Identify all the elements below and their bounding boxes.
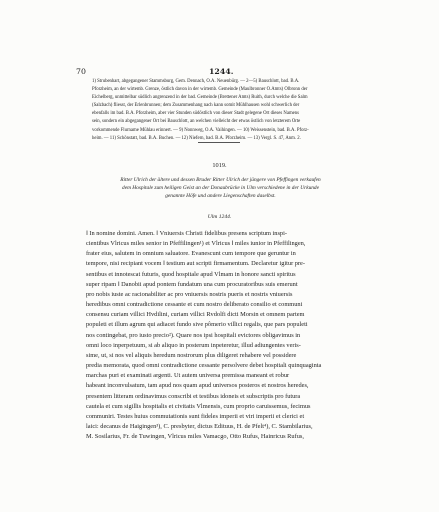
text-line: omni loco inperpetuum, si ab aliquo in posterum inpeteretur, illud adiungentes veris- <box>86 341 301 349</box>
footnote-line: 1) Strubenhart, abgegangener Stammsburg, Gem. Dennach, O.A. Neuenbürg. — 2—5) Bauschlott, bad. B.A. <box>92 79 300 84</box>
footnote-line: ebenfalls im bad. B.A. Pforzheim, aber vier Stunden südöstlich von dieser Stadt gelegene Ort dieses Namens <box>92 111 299 117</box>
text-line: communiri. Testes huius commutationis sunt fideles imperii et viri imperii et clerici et <box>86 412 305 420</box>
text-line: populeti et illum agrum qui adiacet fundo sive pômerio villici regalis, que pars populeti <box>86 321 308 329</box>
text-line: consensu curiam villici Hvdilini, curiam villici Rvdolfi dicti Morsin et omnem partem <box>86 311 305 319</box>
text-line: heredibus omni contradictione cessante et cum nostro deliberato consilio et communi <box>86 301 303 309</box>
text-line: presentem litteram ordinavimus conscribi et testibus idoneis et subscriptis pro futura <box>86 392 301 400</box>
footnote-line: vorkommende Flurname Mühlau erinnert. — 9) Nonnweg, O.A. Vaihingen. — 10) Weissenstein, bad. B.A. Pforz- <box>92 127 309 133</box>
footnote-line: heim. — 11) Schönstatt, bad. B.A. Buchen. — 12) Niefern, bad. B.A. Pforzheim. — 13) Vergl. S. 47, Anm. 2. <box>92 135 301 141</box>
summary-line: genannte Höfe und andere Liegenschaften daselbst. <box>165 193 276 200</box>
text-line: cautela et cum sigillis hospitalis et civitatis Vlmensis, cum proprio caruissemus, fecimus <box>86 402 311 410</box>
document-summary <box>80 176 361 201</box>
footnote-line: Eichelberg, unmittelbar südlich angrenzend in der bad. Gemeinde (Brettener Amts) Ruith, durch welche die Salm <box>92 95 308 101</box>
text-line: nos contingebat, pro iusto precio²). Quare nos ipsi hospitali evictores obligavimus in <box>86 331 301 339</box>
summary-line: dem Hospitale zum heiligen Geist an der Donaubrücke in Ulm verschiedene in der Urkunde <box>122 185 319 192</box>
text-line: ‖ In nomine domini. Amen. ‖ Vniuersis Christi fidelibus presens scriptum inspi- <box>86 230 287 237</box>
charter-text <box>86 229 362 442</box>
text-line: pro nobis iuste ac racionabiliter ac pro vniuersis nostris pueris et nostris vniuersis <box>86 290 293 298</box>
text-line: super ripam ‖ Danobii apud pontem fundatum una cum procuratoribus suis emerunt <box>86 280 298 288</box>
document-date: Ulm 1244. <box>207 214 232 220</box>
text-line: habeant inconvulsatum, tam apud nos quam apud universos posteros et nostros heredes, <box>86 382 309 390</box>
text-line: M. Sosilarius, Fr. de Tuwingen, Vlricus miles Vamacgo, Otto Rufus, Hainricus Rufus, <box>86 433 304 441</box>
running-head-year: 1244. <box>209 67 234 76</box>
page-header <box>76 67 363 77</box>
text-line: predia memorata, quod omni contradictione cessante persolvere debet hospitali quinquaginta <box>86 362 322 370</box>
footnotes-block <box>92 78 367 143</box>
document-number: 1019. <box>212 162 227 169</box>
text-line: sentibus et innotescat futuris, quod hospitale apud Vlmam in honore sancti spiritus <box>86 270 296 278</box>
footnote-line: sein, sondern ein abgegangener Ort bei Bauschlott, an welchen vielleicht der etwas östlich von letzterem Orte <box>92 119 301 125</box>
footnote-line: Pforzheim, an der wirtemb. Grenze, östlich davon in der wirtemb. Gemeinde (Maulbronner O.Amts) Ölbronn der <box>92 87 308 93</box>
text-line: cientibus Vlricus miles senior in Pfeffilingen¹) et Vlricus ‖ miles iunior in Pfeffilingen, <box>86 240 306 248</box>
section-divider <box>198 142 240 143</box>
text-line: sime, ut, si nos vel aliquis heredum nostrorum plus diligeret rehabere vel possidere <box>86 351 297 359</box>
text-line: laici: decanus de Haigingen³), C. presbyter, dictus Edituus, H. de Pfelt⁴), C. Stambilarius, <box>86 422 313 430</box>
text-line: marchas puri et examinati argenti. Ut autem universa premissa maneant et robur <box>86 372 290 380</box>
text-line: tempore, nisi recipiant vocem ‖ testium aut scripti firmamentum. Declaretur igitur pre- <box>86 260 305 268</box>
page-number: 70 <box>76 67 86 76</box>
text-line: frater eius, salutem in omnium saluatore. Evanescunt cum tempore que geruntur in <box>86 250 296 258</box>
summary-line: Ritter Ulrich der ältere und dessen Bruder Ritter Ulrich der jüngere von Pfeffingen verkaufen <box>120 177 321 183</box>
footnote-line: (Salzbach) fliesst, der Erlenbrunnen; dem Zusammenhang nach kann somit Mühlhausen wohl schwerlich der <box>92 103 300 109</box>
